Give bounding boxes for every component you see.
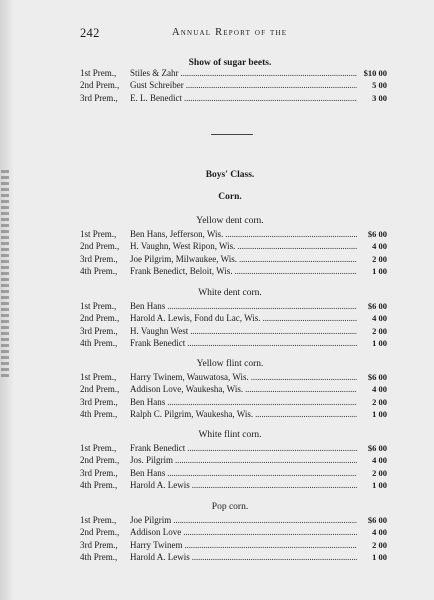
list-item bbox=[80, 67, 387, 79]
leader-dots bbox=[188, 325, 357, 337]
list-item bbox=[80, 312, 387, 324]
winner-name: Joe Pilgrim, Milwaukee, Wis. bbox=[130, 253, 237, 264]
leader-dots bbox=[237, 253, 357, 265]
winner-name: Ben Hans, Jefferson, Wis. bbox=[130, 229, 224, 239]
premium-place: 4th Prem., bbox=[80, 551, 118, 562]
winner-name: Harold A. Lewis bbox=[130, 551, 190, 562]
winner-name: E. L. Benedict bbox=[130, 92, 182, 103]
winner-name: Addison Love, Waukesha, Wis. bbox=[130, 384, 244, 395]
white-dent-list bbox=[80, 300, 387, 349]
list-item bbox=[80, 265, 387, 277]
premium-place: 1st Prem., bbox=[80, 301, 117, 311]
winner-name: Ralph C. Pilgrim, Waukesha, Wis. bbox=[130, 408, 254, 419]
winner-name: Harry Twinem, Wauwatosa, Wis. bbox=[130, 372, 249, 382]
winner-name: H. Vaughn West bbox=[130, 325, 189, 336]
prize-amount: 1 00 bbox=[372, 265, 387, 276]
winner-name: Ben Hans bbox=[130, 396, 166, 407]
winner-name: Frank Benedict, Beloit, Wis. bbox=[130, 265, 233, 276]
prize-amount: 4 00 bbox=[372, 384, 387, 395]
premium-place: 4th Prem., bbox=[80, 479, 118, 490]
page-header bbox=[80, 26, 380, 46]
premium-place: 1st Prem., bbox=[80, 515, 117, 525]
yellow-dent-list bbox=[80, 228, 387, 277]
leader-dots bbox=[253, 408, 357, 420]
prize-amount: 2 00 bbox=[372, 325, 387, 336]
leader-dots bbox=[249, 371, 357, 383]
prize-amount: 4 00 bbox=[372, 527, 387, 538]
list-item bbox=[80, 526, 387, 538]
leader-dots bbox=[184, 79, 357, 91]
leader-dots bbox=[185, 442, 357, 454]
leader-dots bbox=[190, 551, 357, 563]
bleed-through-marks bbox=[1, 170, 9, 380]
premium-place: 3rd Prem., bbox=[80, 539, 118, 550]
prize-amount: 4 00 bbox=[372, 241, 387, 252]
prize-amount: $6 00 bbox=[367, 372, 387, 382]
list-item bbox=[80, 514, 387, 526]
list-item bbox=[80, 228, 387, 240]
list-item bbox=[80, 325, 387, 337]
prize-amount: $6 00 bbox=[367, 301, 387, 311]
leader-dots bbox=[235, 240, 357, 252]
premium-place: 1st Prem., bbox=[80, 68, 117, 78]
winner-name: Frank Benedict bbox=[130, 337, 186, 348]
running-title: Annual Report of the bbox=[172, 27, 288, 38]
list-item bbox=[80, 454, 387, 466]
prize-amount: $6 00 bbox=[367, 229, 387, 239]
prize-amount: 1 00 bbox=[372, 551, 387, 562]
list-item bbox=[80, 240, 387, 252]
yellow-flint-list bbox=[80, 371, 387, 420]
prize-amount: 5 00 bbox=[372, 80, 387, 91]
prize-amount: 4 00 bbox=[372, 455, 387, 466]
leader-dots bbox=[165, 467, 357, 479]
premium-place: 4th Prem., bbox=[80, 408, 118, 419]
leader-dots bbox=[182, 539, 357, 551]
page-number: 242 bbox=[80, 26, 100, 40]
leader-dots bbox=[179, 67, 358, 79]
premium-place: 1st Prem., bbox=[80, 443, 117, 453]
binding-gutter bbox=[0, 0, 14, 600]
winner-name: Addison Love bbox=[130, 527, 182, 538]
leader-dots bbox=[223, 228, 357, 240]
premium-place: 2nd Prem., bbox=[80, 313, 120, 324]
group-title-white-dent: White dent corn. bbox=[198, 288, 262, 298]
corn-subtitle: Corn. bbox=[218, 192, 242, 202]
list-item bbox=[80, 408, 387, 420]
list-item bbox=[80, 442, 387, 454]
list-item bbox=[80, 300, 387, 312]
white-flint-list bbox=[80, 442, 387, 491]
premium-place: 2nd Prem., bbox=[80, 384, 120, 395]
pop-corn-list bbox=[80, 514, 387, 563]
prize-amount: $6 00 bbox=[367, 443, 387, 453]
leader-dots bbox=[165, 396, 357, 408]
premium-place: 3rd Prem., bbox=[80, 253, 118, 264]
premium-place: 3rd Prem., bbox=[80, 325, 118, 336]
list-item bbox=[80, 92, 387, 104]
section-divider bbox=[211, 134, 253, 135]
premium-place: 3rd Prem., bbox=[80, 467, 118, 478]
premium-place: 1st Prem., bbox=[80, 372, 117, 382]
leader-dots bbox=[243, 383, 357, 395]
leader-dots bbox=[185, 337, 357, 349]
premium-place: 4th Prem., bbox=[80, 337, 118, 348]
premium-place: 3rd Prem., bbox=[80, 92, 118, 103]
prize-amount: $6 00 bbox=[367, 515, 387, 525]
list-item bbox=[80, 479, 387, 491]
prize-amount: $10 00 bbox=[363, 68, 387, 78]
winner-name: Frank Benedict bbox=[130, 443, 186, 453]
prize-amount: 2 00 bbox=[372, 467, 387, 478]
group-title-pop-corn: Pop corn. bbox=[211, 502, 249, 512]
winner-name: Ben Hans bbox=[130, 301, 166, 311]
premium-place: 3rd Prem., bbox=[80, 396, 118, 407]
leader-dots bbox=[171, 514, 357, 526]
prize-amount: 2 00 bbox=[372, 396, 387, 407]
leader-dots bbox=[182, 92, 357, 104]
prize-amount: 2 00 bbox=[372, 539, 387, 550]
winner-name: Harold A. Lewis bbox=[130, 479, 190, 490]
premium-place: 2nd Prem., bbox=[80, 527, 120, 538]
prize-amount: 4 00 bbox=[372, 313, 387, 324]
winner-name: Harry Twinem bbox=[130, 539, 183, 550]
leader-dots bbox=[260, 312, 357, 324]
list-item bbox=[80, 371, 387, 383]
prize-amount: 1 00 bbox=[372, 408, 387, 419]
premium-place: 2nd Prem., bbox=[80, 241, 120, 252]
leader-dots bbox=[190, 479, 357, 491]
winner-name: Jos. Pilgrim bbox=[130, 455, 174, 466]
list-item bbox=[80, 551, 387, 563]
premium-place: 2nd Prem., bbox=[80, 80, 120, 91]
prize-amount: 1 00 bbox=[372, 337, 387, 348]
prize-amount: 1 00 bbox=[372, 479, 387, 490]
list-item bbox=[80, 539, 387, 551]
list-item bbox=[80, 467, 387, 479]
group-title-white-flint: White flint corn. bbox=[198, 430, 262, 440]
premium-place: 4th Prem., bbox=[80, 265, 118, 276]
leader-dots bbox=[173, 454, 357, 466]
premium-place: 1st Prem., bbox=[80, 229, 117, 239]
group-title-yellow-flint: Yellow flint corn. bbox=[196, 359, 264, 369]
winner-name: Ben Hans bbox=[130, 467, 166, 478]
leader-dots bbox=[181, 526, 357, 538]
winner-name: Stiles & Zahr bbox=[130, 68, 179, 78]
winner-name: H. Vaughn, West Ripon, Wis. bbox=[130, 241, 236, 252]
prize-amount: 2 00 bbox=[372, 253, 387, 264]
winner-name: Gust Schreiber bbox=[130, 80, 184, 91]
sugar-beets-list bbox=[80, 67, 387, 104]
sugar-beets-title: Show of sugar beets. bbox=[188, 58, 272, 68]
list-item bbox=[80, 253, 387, 265]
list-item bbox=[80, 337, 387, 349]
winner-name: Harold A. Lewis, Fond du Lac, Wis. bbox=[130, 313, 261, 324]
prize-amount: 3 00 bbox=[372, 92, 387, 103]
boys-class-title: Boys' Class. bbox=[205, 170, 255, 180]
premium-place: 2nd Prem., bbox=[80, 455, 120, 466]
leader-dots bbox=[232, 265, 357, 277]
list-item bbox=[80, 396, 387, 408]
leader-dots bbox=[165, 300, 357, 312]
winner-name: Joe Pilgrim bbox=[130, 515, 172, 525]
list-item bbox=[80, 79, 387, 91]
group-title-yellow-dent: Yellow dent corn. bbox=[196, 216, 264, 226]
list-item bbox=[80, 383, 387, 395]
